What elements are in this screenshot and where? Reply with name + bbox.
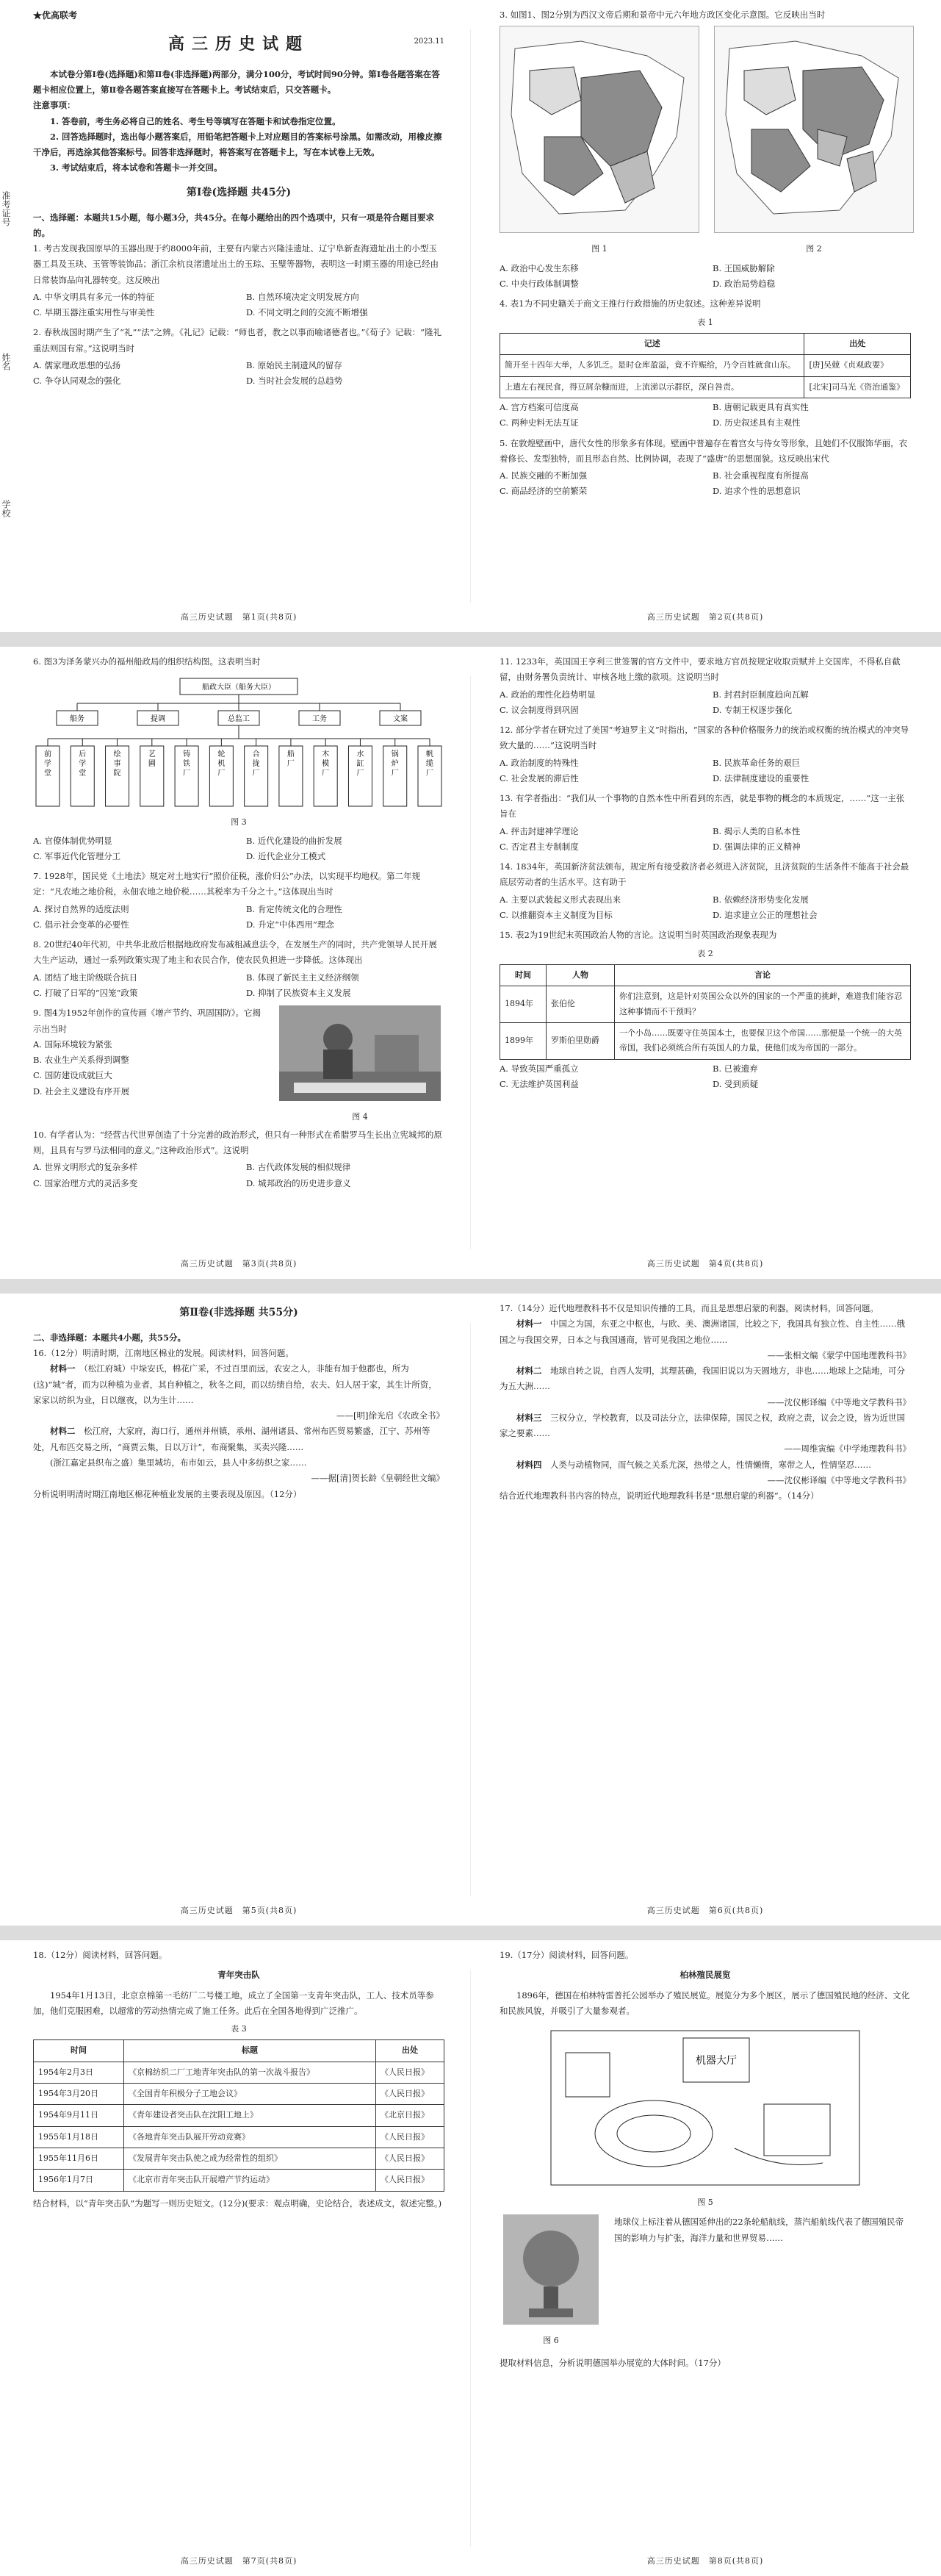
q10-option-b: B. 古代政体发展的相似规律 bbox=[246, 1162, 351, 1173]
table-3-header: 时间 bbox=[34, 2040, 124, 2062]
table-3-cell: 《青年建设者突击队在沈阳工地上》 bbox=[124, 2105, 376, 2126]
org-bottom-label: 铸铁厂 bbox=[183, 750, 191, 778]
question-3: 3. 如图1、图2分别为西汉文帝后期和景帝中元六年地方政区变化示意图。它反映出当时 bbox=[500, 10, 826, 20]
material-label: 材料二 bbox=[50, 1426, 76, 1437]
table-3-cell: 《人民日报》 bbox=[376, 2126, 444, 2148]
q7-option-a: A. 探讨自然界的适度法则 bbox=[33, 903, 129, 914]
question-16: 16.（12分）明清时期，江南地区棉业的发展。阅读材料，回答问题。 bbox=[33, 1348, 294, 1359]
notice-1: 1. 答卷前，考生务必将自己的姓名、考生号等填写在答题卡和试卷指定位置。 bbox=[50, 115, 341, 126]
q5-option-c: C. 商品经济的空前繁荣 bbox=[500, 486, 588, 497]
question-2: 2. 春秋战国时期产生了“礼”“法”之辨。《礼记》记载：“师也者，教之以事而喻诸德者也。”《荀子》记载：“隆礼重法则国有常。”这说明当时 bbox=[33, 327, 442, 354]
q9-option-b: B. 农业生产关系得到调整 bbox=[33, 1055, 129, 1066]
table-3-cell: 《全国青年积极分子工地会议》 bbox=[124, 2084, 376, 2105]
page-8 bbox=[485, 1940, 926, 2576]
q11-option-c: C. 议会制度得到巩固 bbox=[500, 704, 579, 715]
margin-label-id: 准考证号 bbox=[1, 191, 11, 226]
divider bbox=[470, 29, 471, 603]
footer: 高三历史试题 第5页(共8页) bbox=[180, 1905, 298, 1915]
divider bbox=[470, 676, 471, 1249]
table-2-cell: 张伯伦 bbox=[547, 986, 615, 1023]
q9-option-a: A. 国际环境较为紧张 bbox=[33, 1038, 112, 1050]
q10-option-c: C. 国家治理方式的灵活多变 bbox=[33, 1177, 138, 1188]
q12-option-b: B. 民族革命任务的艰巨 bbox=[713, 757, 801, 768]
map-figure-1 bbox=[500, 26, 699, 233]
table-3-cell: 《人民日报》 bbox=[376, 2062, 444, 2083]
q1-option-d: D. 不同文明之间的交流不断增强 bbox=[246, 307, 368, 318]
material-1: （松江府城）中垛安氏，棉花广采，不过百里而远，农安之人，非能有加于他郡也，所为(这)“城”者，而为以种植为业者，其自种植之，秋冬之间，而以纺绩自给，农夫、妇人居于家，其生计所资，家家以纺织为业，日以继夜，以为生计…… bbox=[33, 1363, 437, 1405]
table-2-header: 时间 bbox=[500, 964, 547, 986]
material-label: 材料二 bbox=[516, 1366, 542, 1377]
material-2-source: ——据[清]贺长龄《皇朝经世文编》 bbox=[311, 1473, 444, 1484]
figure-3-caption: 图 3 bbox=[231, 817, 247, 828]
q15-option-d: D. 受到质疑 bbox=[713, 1078, 759, 1089]
table-3-cell: 1955年1月18日 bbox=[34, 2126, 124, 2148]
material-label: 材料四 bbox=[516, 1459, 542, 1470]
q14-option-c: C. 以推翻资本主义制度为目标 bbox=[500, 909, 613, 920]
question-5: 5. 在敦煌壁画中，唐代女性的形象多有体现。壁画中普遍存在着宫女与侍女等形象，且她们不仅服饰华丽，衣着修长、发型独特，而且形态自然、比例协调，表现了“盛唐”的思想面貌。这反映出宋代 bbox=[500, 437, 908, 464]
q11-option-d: D. 专制王权逐步强化 bbox=[713, 704, 793, 715]
material-1: 中国之为国，东亚之中枢也，与欧、美、澳洲诸国，比较之下，我国具有独立性、自主性……俄国之与我国交界，日本之与我国通商，皆可见我国之地位…… bbox=[500, 1319, 905, 1345]
question-7: 7. 1928年，国民党《土地法》规定对土地实行“照价征税，涨价归公”办法，以实现平均地权。第二年规定：“凡农地之地价税，永佃农地之地价税……其税率为千分之十。”这体现出当时 bbox=[33, 871, 421, 897]
q4-option-b: B. 唐朝记载更具有真实性 bbox=[713, 402, 809, 413]
table-2-cell: 1899年 bbox=[500, 1022, 547, 1059]
org-bottom-label: 后学堂 bbox=[79, 750, 87, 778]
q14-option-b: B. 依赖经济形势变化发展 bbox=[713, 894, 809, 905]
org-top: 船政大臣（船务大臣） bbox=[202, 684, 275, 692]
table-1 bbox=[500, 333, 911, 398]
figure-4-caption: 图 4 bbox=[352, 1111, 368, 1122]
question-15: 15. 表2为19世纪末英国政治人物的言论。这说明当时英国政治现象表现为 bbox=[500, 930, 777, 941]
org-chart bbox=[33, 672, 444, 812]
material-2-source: ——沈仪彬译编《中等地文学教科书》 bbox=[767, 1396, 911, 1407]
q4-option-a: A. 宫方档案可信度高 bbox=[500, 402, 579, 413]
q2-option-b: B. 原始民主制遗风的留存 bbox=[246, 360, 342, 371]
material-2: 松江府，大家府，海口行，通州并州镇，承州、湖州诸县、常州布匹贸易繁盛，江宁、苏州等处，凡布匹交易之所，“商贾云集，日以万计”，布商聚集，买卖兴隆…… bbox=[33, 1426, 430, 1452]
table-1-cell: [唐]吴兢《贞观政要》 bbox=[804, 355, 911, 376]
question-17: 17.（14分）近代地理教科书不仅是知识传播的工具，而且是思想启蒙的利器。阅读材料，回答问题。 bbox=[500, 1303, 879, 1313]
q15-option-a: A. 导致英国严重孤立 bbox=[500, 1063, 579, 1074]
q5-option-a: A. 民族交融的不断加强 bbox=[500, 470, 588, 481]
sheet-4 bbox=[0, 1940, 941, 2576]
material-1-source: ——[明]徐光启《农政全书》 bbox=[336, 1410, 444, 1421]
q2-option-d: D. 当时社会发展的总趋势 bbox=[246, 376, 343, 387]
q9-option-d: D. 社会主义建设有序开展 bbox=[33, 1086, 130, 1097]
table-3-cell: 《京棉纺织二厂工地青年突击队的第一次战斗报告》 bbox=[124, 2062, 376, 2083]
divider bbox=[470, 1970, 471, 2547]
table-2-header: 人物 bbox=[547, 964, 615, 986]
page-3 bbox=[18, 647, 459, 1279]
question-14: 14. 1834年，英国新济贫法颁布，规定所有接受救济者必须进入济贫院，且济贫院的生活条件不能高于社会最底层劳动者的生活水平。这有助于 bbox=[500, 861, 909, 888]
table-3-header: 标题 bbox=[124, 2040, 376, 2062]
globe-photo bbox=[503, 2214, 599, 2325]
q1-option-a: A. 中华文明具有多元一体的特征 bbox=[33, 291, 155, 302]
q11-option-a: A. 政治的理性化趋势明显 bbox=[500, 689, 596, 700]
q10-option-a: A. 世界文明形式的复杂多样 bbox=[33, 1162, 138, 1173]
table-3-caption: 表 3 bbox=[231, 2024, 247, 2034]
question-9: 9. 图4为1952年创作的宣传画《增产节约、巩固国防》。它揭示出当时 bbox=[33, 1008, 261, 1034]
table-1-header: 记述 bbox=[500, 334, 804, 355]
table-2-cell: 一个小岛……既要守住英国本土，也要保卫这个帝国……那便是一个统一的大英帝国，我们必须统合所有英国人的力量，使他们成为帝国的一部分。 bbox=[615, 1022, 911, 1059]
q5-option-d: D. 追求个性的思想意识 bbox=[713, 486, 801, 497]
question-11: 11. 1233年，英国国王亨利三世签署的官方文件中，要求地方官员按规定收取贡赋并上交国库，不得私自截留，由财务署负责统计、审核各地上缴的款项。这说明当时 bbox=[500, 656, 901, 683]
q12-option-d: D. 法律制度建设的重要性 bbox=[713, 772, 810, 783]
notice-title: 注意事项： bbox=[33, 100, 76, 111]
section-1-title: 第Ⅰ卷(选择题 共45分) bbox=[186, 186, 292, 198]
q13-option-d: D. 强调法律的正义精神 bbox=[713, 841, 801, 852]
question-18-task: 结合材料，以“青年突击队”为题写一则历史短文。(12分)(要求：观点明确，史论结合，表述成文，叙述完整。) bbox=[33, 2198, 442, 2209]
poster-image bbox=[279, 1005, 441, 1101]
table-3-cell: 《北京市青年突击队开展增产节约运动》 bbox=[124, 2170, 376, 2191]
q1-option-c: C. 早期玉器注重实用性与审美性 bbox=[33, 307, 155, 318]
q8-option-a: A. 团结了地主阶级联合抗日 bbox=[33, 972, 138, 983]
org-mid-label: 工务 bbox=[312, 715, 327, 724]
table-2-cell: 你们注意到，这是针对英国公众以外的国家的一个严重的挑衅，难道我们能容忍这种事情而不干预吗？ bbox=[615, 986, 911, 1023]
q3-option-a: A. 政治中心发生东移 bbox=[500, 262, 579, 273]
notice-3: 3. 考试结束后，将本试卷和答题卡一并交回。 bbox=[50, 162, 223, 173]
q10-option-d: D. 城邦政治的历史进步意义 bbox=[246, 1177, 351, 1188]
org-mid-label: 总监工 bbox=[228, 715, 250, 724]
sheet-1 bbox=[0, 0, 941, 632]
q8-option-d: D. 抑制了民族资本主义发展 bbox=[246, 988, 351, 998]
q15-option-c: C. 无法维护英国利益 bbox=[500, 1078, 579, 1089]
question-12: 12. 部分学者在研究过了美国“考迪罗主义”时指出，“国家的各种价格服务力的统治或权衡的统治模式的冲突导致大量的……”这说明当时 bbox=[500, 725, 909, 751]
question-13: 13. 有学者指出：“我们从一个事物的自然本性中所看到的东西，就是事物的概念的本质规定，……”这一主张旨在 bbox=[500, 793, 905, 819]
q7-option-c: C. 倡示社会变革的必要性 bbox=[33, 919, 129, 930]
q5-option-b: B. 社会重视程度有所提高 bbox=[713, 470, 809, 481]
footer: 高三历史试题 第1页(共8页) bbox=[180, 611, 298, 622]
org-bottom-label: 前学堂 bbox=[44, 750, 51, 778]
org-bottom-label: 锅炉厂 bbox=[391, 750, 399, 778]
table-2-header: 言论 bbox=[615, 964, 911, 986]
material-1-source: ——张相文编《蒙学中国地理教科书》 bbox=[767, 1349, 911, 1360]
org-bottom-label: 船厂 bbox=[286, 750, 295, 769]
org-bottom-label: 绘事院 bbox=[113, 750, 121, 778]
q6-option-a: A. 官僚体制优势明显 bbox=[33, 835, 112, 846]
question-19: 19.（17分）阅读材料，回答问题。 bbox=[500, 1950, 634, 1960]
table-2 bbox=[500, 964, 911, 1060]
figure-5-caption: 图 5 bbox=[697, 2198, 713, 2208]
q6-option-d: D. 近代企业分工模式 bbox=[246, 850, 326, 861]
q8-option-b: B. 体现了新民主主义经济纲领 bbox=[246, 972, 359, 983]
page-5 bbox=[18, 1294, 459, 1926]
table-3-cell: 《北京日报》 bbox=[376, 2105, 444, 2126]
org-mid-label: 文案 bbox=[393, 715, 408, 724]
table-3-header: 出处 bbox=[376, 2040, 444, 2062]
table-3-cell: 《发展青年突击队使之成为经常性的组织》 bbox=[124, 2148, 376, 2170]
question-18: 18.（12分）阅读材料，回答问题。 bbox=[33, 1950, 167, 1960]
map-figure-2 bbox=[714, 26, 914, 233]
table-1-cell: 简开至十四年大举，人多饥乏。是时仓库盈溢，竟不许赈给，乃令百姓就食山东。 bbox=[500, 355, 804, 376]
footer: 高三历史试题 第6页(共8页) bbox=[646, 1905, 764, 1915]
divider bbox=[470, 1323, 471, 1896]
figure-6-caption: 图 6 bbox=[543, 2335, 559, 2345]
table-3-cell: 1954年3月20日 bbox=[34, 2084, 124, 2105]
org-bottom-label: 合拢厂 bbox=[252, 750, 260, 778]
org-bottom-label: 轮机厂 bbox=[217, 750, 226, 778]
material-label: 材料一 bbox=[516, 1319, 542, 1330]
footer: 高三历史试题 第8页(共8页) bbox=[646, 2555, 764, 2566]
table-3-cell: 《人民日报》 bbox=[376, 2148, 444, 2170]
page-4 bbox=[485, 647, 926, 1279]
question-1: 1. 考古发现我国原早的玉器出现于约8000年前，主要有内蒙古兴隆洼遗址、辽宁阜新查海遗址出土的小型玉器工具及玉玦、玉管等装饰品；浙江余杭良渚遗址出土的玉琮、玉璧等器物，表明这一时期玉器的用途已经由日常装饰品向礼器转变。这反映出 bbox=[33, 243, 439, 285]
figure-1-caption: 图 1 bbox=[591, 243, 607, 254]
question-19-task: 提取材料信息，分析说明德国举办展览的大体时间。（17分） bbox=[500, 2358, 726, 2369]
machine-hall-label: 机器大厅 bbox=[696, 2055, 737, 2067]
q15-option-b: B. 已被遗弃 bbox=[713, 1063, 758, 1074]
table-1-caption: 表 1 bbox=[697, 317, 713, 327]
material-4: 人类与动植物同，而气候之关系尤深，热带之人，性情懒惰，寒带之人，性情坚忍…… bbox=[550, 1459, 871, 1470]
question-8: 8. 20世纪40年代初，中共华北敌后根据地政府发布减租减息法令，在发展生产的同时，共产党领导人民开展大生产运动，通过一系列政策实现了地主和农民合作，使农民负担进一步降低。这体现出 bbox=[33, 939, 437, 966]
q11-option-b: B. 封君封臣制度趋向瓦解 bbox=[713, 689, 809, 700]
sheet-3 bbox=[0, 1294, 941, 1926]
page-1 bbox=[18, 0, 459, 632]
q18-subtitle: 青年突击队 bbox=[217, 1970, 260, 1981]
material-2-note: (浙江嘉定县织布之盛）集里城坊，布市如云，县人中多纺织之家…… bbox=[50, 1457, 307, 1468]
table-2-cell: 罗斯伯里勋爵 bbox=[547, 1022, 615, 1059]
q13-option-c: C. 否定君主专制制度 bbox=[500, 841, 579, 852]
table-1-cell: 上遣左右视民食，得豆屑杂糠而进，上流涕以示群臣，深自咎责。 bbox=[500, 376, 804, 398]
q13-option-a: A. 抨击封建神学理论 bbox=[500, 825, 579, 836]
q2-option-a: A. 儒家理政思想的弘扬 bbox=[33, 360, 121, 371]
q2-option-c: C. 争夺认同观念的强化 bbox=[33, 376, 121, 387]
material-2: 地球自转之说，自西人发明，其理甚确，我国旧说以为天圆地方，非也……地球上之陆地，可分为五大洲…… bbox=[500, 1366, 905, 1392]
q7-option-d: D. 升定“中体西用”理念 bbox=[246, 919, 334, 930]
q4-option-d: D. 历史叙述具有主观性 bbox=[713, 417, 801, 428]
section-1-desc: 一、选择题：本题共15小题，每小题3分，共45分。在每小题给出的四个选项中，只有一项是符合题目要求的。 bbox=[33, 212, 435, 238]
table-1-cell: [北宋]司马光《资治通鉴》 bbox=[804, 376, 911, 398]
exam-title: 高三历史试题 bbox=[167, 35, 309, 54]
q8-option-c: C. 打破了日军的“囚笼”政策 bbox=[33, 988, 138, 998]
exam-date: 2023.11 bbox=[414, 37, 444, 46]
footer: 高三历史试题 第2页(共8页) bbox=[646, 611, 764, 622]
q13-option-b: B. 揭示人类的自私本性 bbox=[713, 825, 801, 836]
org-mid-label: 船务 bbox=[70, 715, 84, 724]
question-17-task: 结合近代地理教科书内容的特点，说明近代地理教科书是“思想启蒙的利器”。（14分） bbox=[500, 1490, 819, 1502]
q3-option-b: B. 王国威胁解除 bbox=[713, 262, 775, 273]
footer: 高三历史试题 第7页(共8页) bbox=[180, 2555, 298, 2566]
material-label: 材料一 bbox=[50, 1363, 76, 1374]
table-3-cell: 1955年11月6日 bbox=[34, 2148, 124, 2170]
instructions: 本试卷分第Ⅰ卷(选择题)和第Ⅱ卷(非选择题)两部分，满分100分，考试时间90分钟。第Ⅰ卷各题答案在答题卡相应位置上，第Ⅱ卷各题答案直接写在答题卡上。考试结束后，只交答题卡。 bbox=[33, 68, 440, 96]
table-2-cell: 1894年 bbox=[500, 986, 547, 1023]
globe-description: 地球仪上标注着从德国延伸出的22条轮船航线，蒸汽船航线代表了德国殖民帝国的影响力与扩张，海洋力量和世界贸易…… bbox=[614, 2217, 904, 2243]
badge: ★优高联考 bbox=[33, 10, 78, 21]
org-mid-label: 提调 bbox=[151, 715, 165, 724]
table-3-cell: 《人民日报》 bbox=[376, 2170, 444, 2191]
page-6 bbox=[485, 1294, 926, 1926]
table-3-cell: 1956年1月7日 bbox=[34, 2170, 124, 2191]
org-bottom-label: 水缸厂 bbox=[356, 750, 364, 778]
table-3-cell: 1954年2月3日 bbox=[34, 2062, 124, 2083]
margin-label-name: 姓名 bbox=[1, 353, 11, 370]
org-bottom-label: 帆缆厂 bbox=[426, 750, 433, 778]
q3-option-d: D. 政治局势趋稳 bbox=[713, 279, 776, 290]
question-4: 4. 表1为不同史籍关于商文王推行行政措施的历史叙述。这种差异说明 bbox=[500, 298, 761, 309]
q7-option-b: B. 肯定传统文化的合理性 bbox=[246, 903, 342, 914]
table-1-header: 出处 bbox=[804, 334, 911, 355]
material-4-source: ——沈仪彬译编《中等地文学教科书》 bbox=[767, 1474, 911, 1485]
margin-label-school: 学校 bbox=[1, 500, 11, 517]
exhibition-map bbox=[544, 2023, 867, 2192]
material-3: 三权分立，学校教育，以及司法分立，法律保障，国民之权，政府之责，议会之设，皆为近世国家之要素…… bbox=[500, 1412, 905, 1439]
question-16-task: 分析说明明清时期江南地区棉花种植业发展的主要表现及原因。（12分） bbox=[33, 1488, 302, 1499]
q6-option-c: C. 军事近代化管理分工 bbox=[33, 850, 121, 861]
notice-2: 2. 回答选择题时，选出每小题答案后，用铅笔把答题卡上对应题目的答案标号涂黑。如需改动，用橡皮擦干净后，再选涂其他答案标号。回答非选择题时，将答案写在答题卡上，写在本试卷上无效。 bbox=[33, 131, 442, 158]
table-3-cell: 1954年9月11日 bbox=[34, 2105, 124, 2126]
question-6: 6. 图3为泽务蒙兴办的福州船政局的组织结构图。这表明当时 bbox=[33, 656, 261, 667]
q19-intro: 1896年，德国在柏林特雷普托公园举办了殖民展览。展览分为多个展区，展示了德国殖民地的经济、文化和民族风貌，并吸引了大量参观者。 bbox=[500, 1990, 910, 2016]
q14-option-d: D. 追求建立公正的理想社会 bbox=[713, 909, 818, 920]
q14-option-a: A. 主要以武装起义形式表现出来 bbox=[500, 894, 621, 905]
q9-option-c: C. 国防建设成就巨大 bbox=[33, 1070, 112, 1081]
question-10: 10. 有学者认为：“经营古代世界创造了十分完善的政治形式，但只有一种形式在希腊罗马生长出立宪城邦的原则，且具有与罗马法相同的意义。”这种政治形式”。这说明 bbox=[33, 1129, 442, 1156]
footer: 高三历史试题 第3页(共8页) bbox=[180, 1258, 298, 1269]
material-3-source: ——周维寅编《中学地理教科书》 bbox=[784, 1443, 911, 1454]
table-3-cell: 《各地青年突击队展开劳动竞赛》 bbox=[124, 2126, 376, 2148]
footer: 高三历史试题 第4页(共8页) bbox=[646, 1258, 764, 1269]
section-2-desc: 二、非选择题：本题共4小题，共55分。 bbox=[33, 1332, 187, 1343]
q3-option-c: C. 中央行政体制调整 bbox=[500, 279, 579, 290]
org-bottom-label: 艺圃 bbox=[148, 750, 156, 769]
table-3 bbox=[33, 2039, 444, 2191]
table-3-cell: 《人民日报》 bbox=[376, 2084, 444, 2105]
q1-option-b: B. 自然环境决定文明发展方向 bbox=[246, 291, 359, 302]
table-2-caption: 表 2 bbox=[697, 948, 713, 958]
org-bottom-label: 木模厂 bbox=[322, 750, 330, 778]
material-label: 材料三 bbox=[516, 1412, 542, 1423]
q6-option-b: B. 近代化建设的曲折发展 bbox=[246, 835, 342, 846]
q12-option-c: C. 社会发展的滞后性 bbox=[500, 772, 579, 783]
q12-option-a: A. 政治制度的特殊性 bbox=[500, 757, 579, 768]
q4-option-c: C. 两种史料无法互证 bbox=[500, 417, 579, 428]
q18-intro: 1954年1月13日，北京京棉第一毛纺厂二号楼工地，成立了全国第一支青年突击队，工人、技术员等参加，他们克服困难，以超常的劳动热情完成了施工任务。此后在全国各地得到广泛推广。 bbox=[33, 1990, 434, 2016]
q19-subtitle: 柏林殖民展览 bbox=[679, 1970, 731, 1981]
page-7 bbox=[18, 1940, 459, 2576]
page-2 bbox=[485, 0, 926, 632]
section-2-title: 第Ⅱ卷(非选择题 共55分) bbox=[179, 1307, 298, 1319]
figure-2-caption: 图 2 bbox=[806, 243, 822, 254]
sheet-2 bbox=[0, 647, 941, 1279]
